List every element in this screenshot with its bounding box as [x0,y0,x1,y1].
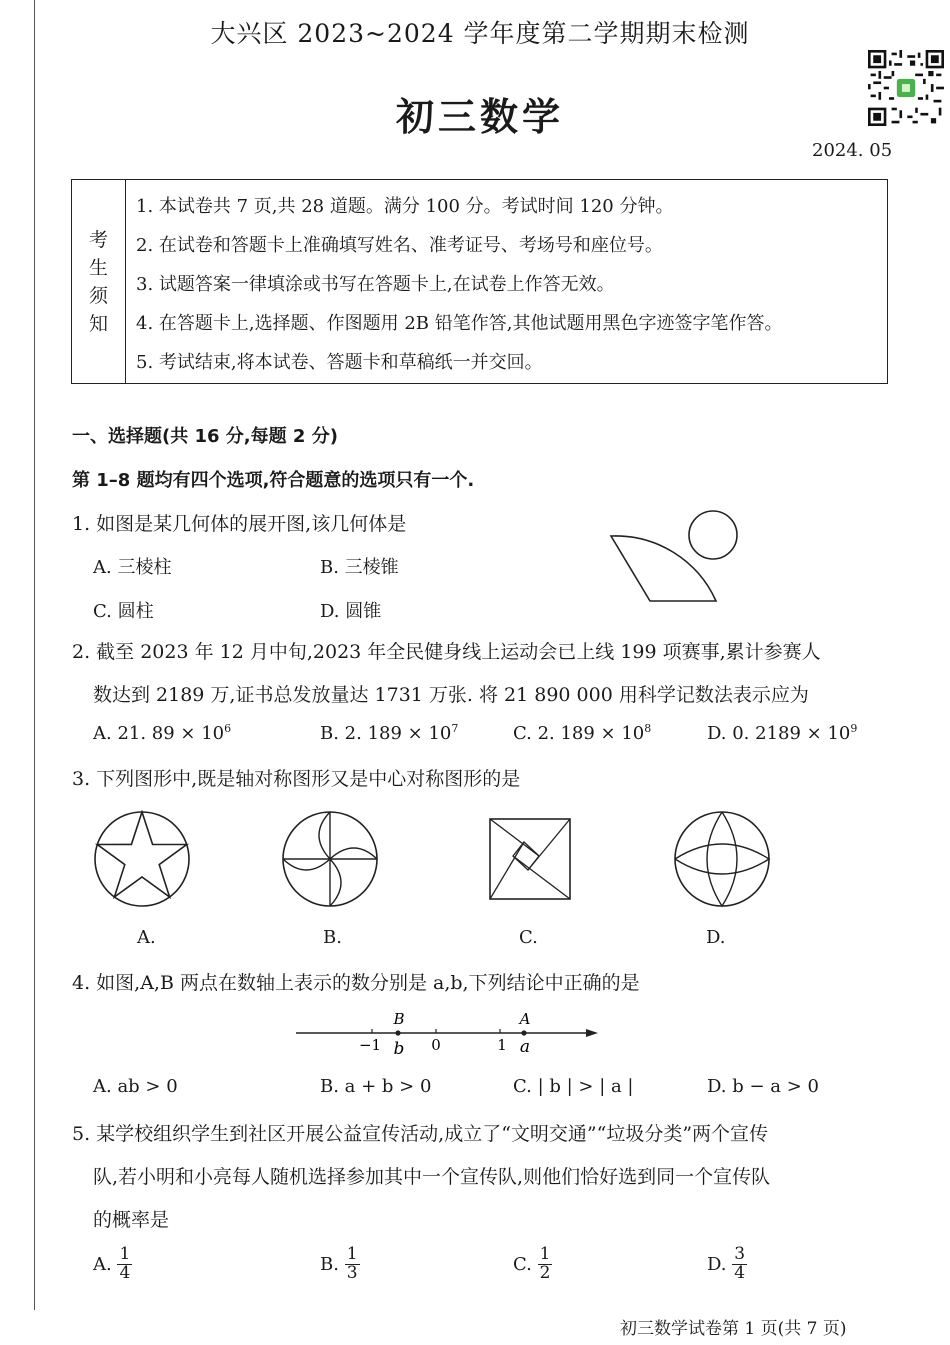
notice-item: 3. 试题答案一律填涂或书写在答题卡上,在试卷上作答无效。 [136,274,615,295]
var-b-label: b [393,1039,405,1059]
q3-label-c: C. [519,927,538,948]
notice-label [72,180,126,383]
q3-figure-d-petals [670,807,774,911]
q4-option-d: D. b − a > 0 [707,1076,819,1097]
q2-stem-line2: 数达到 2189 万,证书总发放量达 1731 万张. 将 21 890 000 用科学记数法表示应为 [93,684,809,706]
notice-item: 2. 在试卷和答题卡上准确填写姓名、准考证号、考场号和座位号。 [136,235,663,256]
notice-box [71,179,888,384]
q4-number-line [290,1005,610,1061]
q3-label-b: B. [323,927,342,948]
q3-figure-b-circle [278,807,382,911]
page-footer: 初三数学试卷第 1 页(共 7 页) [620,1319,847,1339]
q1-net-figure [600,505,750,610]
notice-label-char: 须 [88,285,108,307]
q3-label-a: A. [137,927,156,948]
binding-margin-line [34,0,35,1310]
q1-option-b: B. 三棱锥 [320,557,399,578]
q5-option-a-fraction: $\frac{1}{4}$ [119,1244,131,1283]
section-title: 一、选择题(共 16 分,每题 2 分) [72,426,338,447]
tick-neg1-label: −1 [358,1036,382,1054]
subject-title: 初三数学 [395,95,564,139]
q1-option-a: A. 三棱柱 [93,557,172,578]
q3-figure-c-square [488,817,572,901]
q5-option-a: A. $\frac{1}{4}$ [93,1244,131,1283]
q4-option-a: A. ab > 0 [93,1076,178,1097]
exam-date: 2024. 05 [812,140,893,161]
var-a-label: a [519,1037,531,1057]
notice-label-char: 考 [88,229,108,251]
qr-code-icon [868,50,944,126]
q1-option-c: C. 圆柱 [93,601,154,622]
q5-option-d-fraction: $\frac{3}{4}$ [734,1244,746,1283]
q2-stem-line1: 2. 截至 2023 年 12 月中旬,2023 年全民健身线上运动会已上线 199 项赛事,累计参赛人 [72,641,821,663]
notice-item: 1. 本试卷共 7 页,共 28 道题。满分 100 分。考试时间 120 分钟。 [136,196,674,217]
q3-stem: 3. 下列图形中,既是轴对称图形又是中心对称图形的是 [72,768,521,790]
q5-option-c-fraction: $\frac{1}{2}$ [539,1244,551,1283]
q5-option-d: D. $\frac{3}{4}$ [707,1244,746,1283]
q2-option-b: B. 2. $189 \times 10^7$ [320,722,459,744]
q5-option-b: B. $\frac{1}{3}$ [320,1244,358,1283]
tick-0-label: 0 [431,1036,441,1054]
exam-title: 大兴区 2023~2024 学年度第二学期期末检测 [210,19,750,48]
q3-label-d: D. [706,927,726,948]
q5-option-b-fraction: $\frac{1}{3}$ [346,1244,358,1283]
q3-figure-a-star [90,807,194,911]
section-instruction: 第 1–8 题均有四个选项,符合题意的选项只有一个. [72,470,475,491]
notice-label-char: 生 [88,257,108,279]
notice-item: 5. 考试结束,将本试卷、答题卡和草稿纸一并交回。 [136,352,543,373]
point-a-label: A [519,1010,531,1028]
q2-option-c: C. 2. $189 \times 10^8$ [513,722,652,744]
q5-stem-line3: 的概率是 [93,1209,170,1231]
notice-label-char: 知 [88,313,108,335]
q4-option-b: B. a + b > 0 [320,1076,432,1097]
q5-option-c: C. $\frac{1}{2}$ [513,1244,551,1283]
q2-option-d: D. 0. $2189 \times 10^9$ [707,722,858,744]
q1-option-d: D. 圆锥 [320,601,382,622]
q5-stem-line2: 队,若小明和小亮每人随机选择参加其中一个宣传队,则他们恰好选到同一个宣传队 [93,1166,771,1188]
q1-stem: 1. 如图是某几何体的展开图,该几何体是 [72,513,407,535]
tick-1-label: 1 [497,1036,507,1054]
q5-stem-line1: 5. 某学校组织学生到社区开展公益宣传活动,成立了“文明交通”“垃圾分类”两个宣传 [72,1123,769,1145]
q4-option-c: C. | b | > | a | [513,1076,634,1097]
notice-item: 4. 在答题卡上,选择题、作图题用 2B 铅笔作答,其他试题用黑色字迹签字笔作答。 [136,313,783,334]
q4-stem: 4. 如图,A,B 两点在数轴上表示的数分别是 a,b,下列结论中正确的是 [72,972,640,994]
point-b-label: B [393,1010,405,1028]
q2-option-a: A. 21. $89 \times 10^6$ [93,722,232,744]
